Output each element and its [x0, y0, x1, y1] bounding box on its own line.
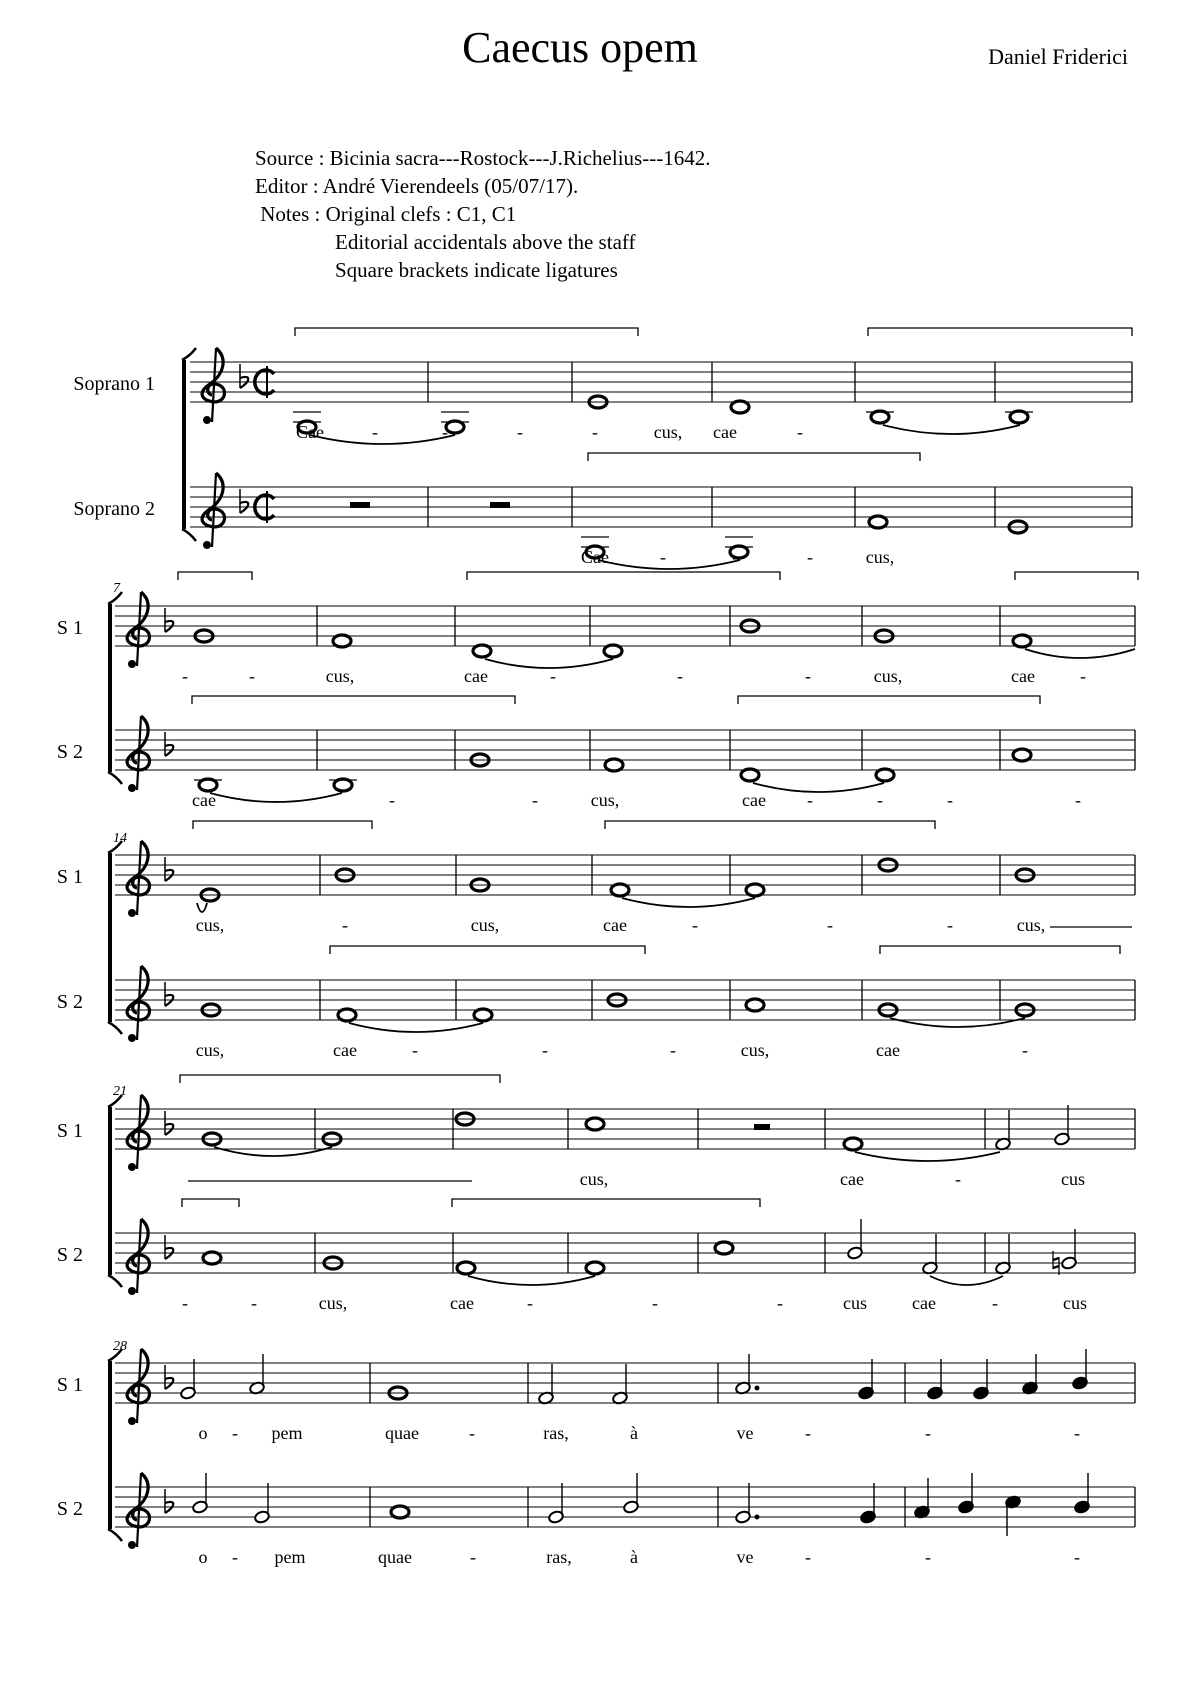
lyric-syllable: cus,	[579, 1169, 609, 1189]
lyric-syllable: cus,	[1016, 915, 1046, 935]
lyric-syllable: -	[877, 790, 883, 810]
staff	[73, 453, 1132, 569]
staff-label: S 1	[56, 617, 83, 639]
lyric-syllable: -	[925, 1423, 931, 1443]
ligature-bracket	[180, 1075, 500, 1083]
tie	[214, 1147, 332, 1156]
measure-number: 7	[113, 581, 120, 596]
lyric-syllable: -	[372, 422, 378, 442]
note	[473, 645, 491, 657]
lyric-syllable: Cae	[296, 422, 324, 442]
lyric-syllable: -	[249, 666, 255, 686]
note	[746, 884, 764, 896]
lyric-syllable: -	[925, 1547, 931, 1567]
notes-line-2: Editorial accidentals above the staff	[335, 230, 636, 254]
source-line: Source : Bicinia sacra---Rostock---J.Richelius---1642.	[255, 146, 711, 170]
staff-label: S 2	[56, 1498, 83, 1520]
note	[876, 769, 894, 781]
tie	[883, 425, 1020, 434]
staff-bracket-bottom	[108, 772, 122, 784]
lyric-syllable: o	[198, 1547, 208, 1567]
lyric-syllable: cae	[450, 1293, 474, 1313]
staff	[57, 1473, 1135, 1567]
staff-bracket-top	[182, 348, 196, 360]
treble-clef-dot	[203, 541, 211, 549]
score-system-4	[57, 1075, 1135, 1313]
staff-bracket-bottom	[108, 1022, 122, 1034]
note	[490, 502, 510, 508]
lyric-syllable: -	[947, 915, 953, 935]
lyric-syllable: -	[469, 1423, 475, 1443]
note	[715, 1242, 733, 1254]
treble-clef-dot	[128, 1541, 136, 1549]
staff	[57, 1349, 1135, 1443]
note	[586, 1118, 604, 1130]
staff-bracket-bottom	[182, 529, 196, 541]
ligature-bracket	[182, 1199, 239, 1207]
ligature-bracket	[193, 821, 372, 829]
tie	[1025, 649, 1135, 658]
staff-label: S 2	[56, 741, 83, 763]
tie	[622, 898, 755, 907]
tie	[753, 783, 884, 792]
notes-line: Notes : Original clefs : C1, C1	[255, 202, 517, 226]
lyric-syllable: cae	[742, 790, 766, 810]
note	[1013, 749, 1031, 761]
note	[446, 421, 464, 433]
staff-label: S 1	[56, 1374, 83, 1396]
lyric-syllable: cus	[843, 1293, 867, 1313]
lyric-syllable: -	[182, 666, 188, 686]
staff-label: S 2	[56, 991, 83, 1013]
notes-line-3: Square brackets indicate ligatures	[335, 258, 618, 282]
lyric-syllable: Cae	[581, 547, 609, 567]
lyric-syllable: -	[660, 547, 666, 567]
lyric-syllable: cae	[464, 666, 488, 686]
tie	[855, 1152, 1000, 1161]
lyric-syllable: à	[630, 1547, 638, 1567]
measure-number: 14	[113, 831, 127, 846]
lyric-syllable: ve	[736, 1423, 754, 1443]
note-dot	[755, 1515, 760, 1520]
note	[605, 759, 623, 771]
ligature-bracket	[178, 572, 252, 580]
ligature-bracket	[330, 946, 645, 954]
lyric-syllable: -	[1074, 1423, 1080, 1443]
note	[871, 411, 889, 423]
treble-clef-dot	[128, 909, 136, 917]
lyric-syllable: -	[592, 422, 598, 442]
lyric-syllable: -	[412, 1040, 418, 1060]
lyric-syllable: cus,	[873, 666, 903, 686]
tie	[890, 1018, 1025, 1027]
staff	[57, 1075, 1135, 1189]
lyric-syllable: -	[805, 1423, 811, 1443]
lyric-syllable: pem	[271, 1423, 303, 1443]
note	[1010, 411, 1028, 423]
measure-number: 21	[113, 1084, 127, 1099]
lyric-syllable: -	[532, 790, 538, 810]
tie	[930, 1276, 1003, 1285]
note	[457, 1262, 475, 1274]
lyric-syllable: -	[1074, 1547, 1080, 1567]
ligature-bracket	[452, 1199, 760, 1207]
lyric-syllable: cae	[840, 1169, 864, 1189]
staff	[57, 946, 1135, 1060]
lyric-syllable: -	[232, 1423, 238, 1443]
lyric-syllable: cae	[912, 1293, 936, 1313]
editor-line: Editor : André Vierendeels (05/07/17).	[255, 174, 579, 198]
ligature-bracket	[880, 946, 1120, 954]
ligature-bracket	[1015, 572, 1138, 580]
treble-clef-dot	[128, 1034, 136, 1042]
lyric-syllable: cus,	[653, 422, 683, 442]
lyric-syllable: cus	[1061, 1169, 1085, 1189]
lyric-syllable: cus,	[195, 915, 225, 935]
staff	[57, 1199, 1135, 1313]
lyric-syllable: o	[198, 1423, 208, 1443]
page-title: Caecus opem	[462, 23, 698, 72]
note	[391, 1506, 409, 1518]
ligature-bracket	[868, 328, 1132, 336]
tie	[310, 435, 455, 444]
note	[869, 516, 887, 528]
staff	[57, 821, 1135, 935]
lyric-syllable: cus,	[470, 915, 500, 935]
lyric-syllable: cus,	[740, 1040, 770, 1060]
lyric-syllable: quae	[385, 1423, 419, 1443]
lyric-syllable: cae	[333, 1040, 357, 1060]
score-system-5	[57, 1339, 1135, 1567]
staff	[73, 328, 1132, 444]
lyric-syllable: pem	[274, 1547, 306, 1567]
lyric-syllable: -	[732, 547, 738, 567]
lyric-syllable: -	[527, 1293, 533, 1313]
lyric-syllable: -	[670, 1040, 676, 1060]
lyric-syllable: cae	[603, 915, 627, 935]
treble-clef-dot	[128, 1163, 136, 1171]
lyric-syllable: -	[677, 666, 683, 686]
lyric-syllable: -	[274, 790, 280, 810]
staff-bracket-bottom	[108, 1529, 122, 1541]
lyric-syllable: -	[1022, 1040, 1028, 1060]
note	[474, 1009, 492, 1021]
treble-clef-dot	[203, 416, 211, 424]
lyric-syllable: -	[692, 915, 698, 935]
lyric-syllable: -	[805, 666, 811, 686]
tie	[349, 1023, 483, 1032]
note	[731, 401, 749, 413]
lyric-syllable: -	[992, 1293, 998, 1313]
lyric-syllable: -	[827, 915, 833, 935]
ligature-bracket	[588, 453, 920, 461]
lyric-syllable: -	[232, 1547, 238, 1567]
lyric-syllable: -	[517, 422, 523, 442]
composer-name: Daniel Friderici	[988, 44, 1128, 69]
lyric-syllable: cae	[876, 1040, 900, 1060]
note-natural	[1053, 1266, 1059, 1268]
lyric-syllable: cae	[713, 422, 737, 442]
tie	[468, 1276, 595, 1285]
lyric-syllable: ras,	[543, 1423, 569, 1443]
staff	[57, 696, 1135, 810]
lyric-syllable: cus,	[318, 1293, 348, 1313]
lyric-syllable: -	[805, 1547, 811, 1567]
score-system-2	[57, 572, 1138, 810]
lyric-syllable: -	[652, 1293, 658, 1313]
staff-label: Soprano 2	[73, 498, 155, 520]
lyric-syllable: -	[550, 666, 556, 686]
tie	[598, 560, 740, 569]
note	[334, 779, 352, 791]
lyric-syllable: -	[1080, 666, 1086, 686]
note	[338, 1009, 356, 1021]
note	[754, 1124, 770, 1130]
treble-clef-dot	[128, 1287, 136, 1295]
ligature-bracket	[295, 328, 638, 336]
lyric-syllable: cus	[1063, 1293, 1087, 1313]
note	[333, 635, 351, 647]
lyric-syllable: quae	[378, 1547, 412, 1567]
lyric-syllable: -	[182, 1293, 188, 1313]
lyric-syllable: -	[251, 1293, 257, 1313]
note	[586, 1262, 604, 1274]
score-system-1	[73, 328, 1132, 569]
tie	[197, 903, 207, 912]
note	[746, 999, 764, 1011]
ligature-bracket	[467, 572, 780, 580]
lyric-syllable: ras,	[546, 1547, 572, 1567]
lyric-syllable: -	[442, 422, 448, 442]
lyric-syllable: -	[470, 1547, 476, 1567]
ligature-bracket	[192, 696, 515, 704]
measure-number: 28	[113, 1339, 127, 1354]
lyric-syllable: ve	[736, 1547, 754, 1567]
lyric-syllable: cae	[1011, 666, 1035, 686]
note	[611, 884, 629, 896]
staff-label: S 2	[56, 1244, 83, 1266]
lyric-syllable: cus,	[325, 666, 355, 686]
staff	[57, 572, 1138, 686]
tie	[485, 659, 613, 668]
score-system-3	[57, 821, 1135, 1060]
lyric-syllable: à	[630, 1423, 638, 1443]
lyric-syllable: -	[777, 1293, 783, 1313]
staff-label: S 1	[56, 866, 83, 888]
lyric-syllable: cus,	[590, 790, 620, 810]
note	[844, 1138, 862, 1150]
treble-clef-dot	[128, 1417, 136, 1425]
note	[1013, 635, 1031, 647]
treble-clef-dot	[128, 660, 136, 668]
ligature-bracket	[605, 821, 935, 829]
lyric-syllable: cus,	[195, 1040, 225, 1060]
lyric-syllable: -	[342, 915, 348, 935]
ligature-bracket	[738, 696, 1040, 704]
note	[350, 502, 370, 508]
lyric-syllable: -	[807, 790, 813, 810]
lyric-syllable: -	[797, 422, 803, 442]
staff-label: S 1	[56, 1120, 83, 1142]
note	[741, 769, 759, 781]
lyric-syllable: -	[542, 1040, 548, 1060]
note-dot	[755, 1386, 760, 1391]
lyric-syllable: -	[1075, 790, 1081, 810]
lyric-syllable: cus,	[865, 547, 895, 567]
lyric-syllable: cae	[192, 790, 216, 810]
staff-label: Soprano 1	[73, 373, 155, 395]
lyric-syllable: -	[955, 1169, 961, 1189]
treble-clef-dot	[128, 784, 136, 792]
lyric-syllable: -	[947, 790, 953, 810]
staff-bracket-bottom	[108, 1275, 122, 1287]
note-natural	[1053, 1258, 1059, 1260]
note	[604, 645, 622, 657]
lyric-syllable: -	[807, 547, 813, 567]
note	[203, 1252, 221, 1264]
lyric-syllable: -	[389, 790, 395, 810]
